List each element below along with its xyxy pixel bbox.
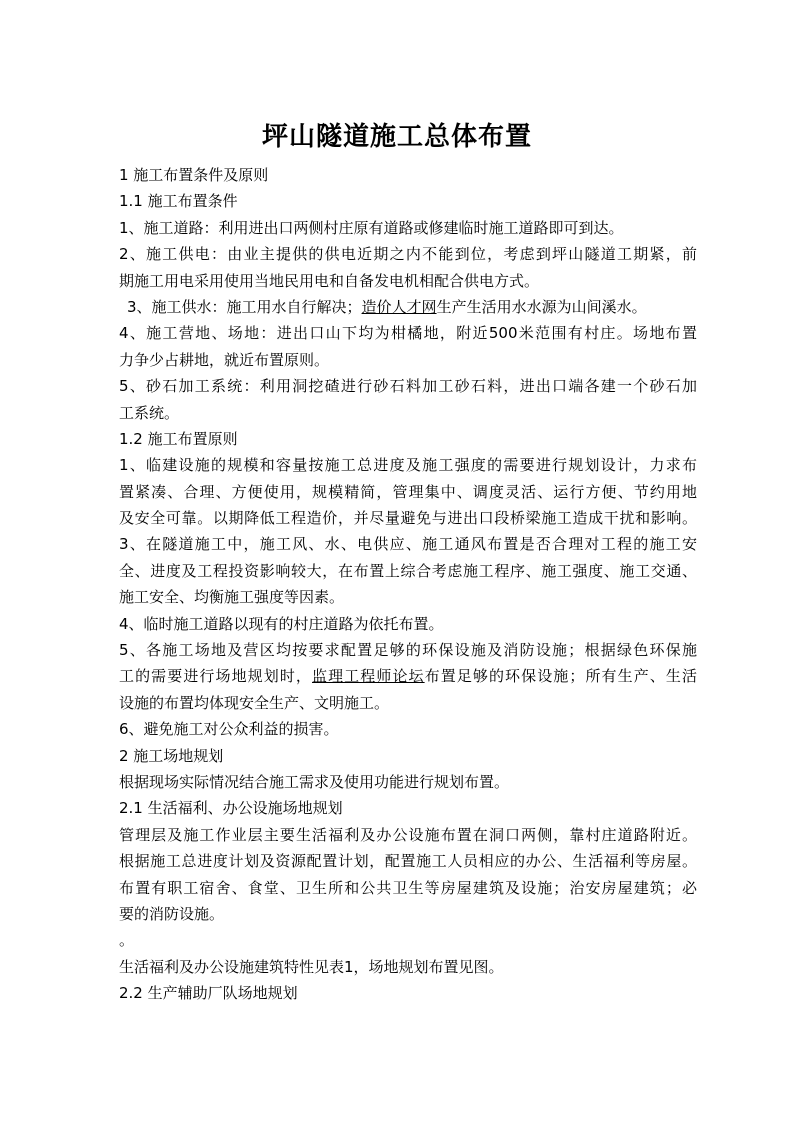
paragraph-line: 4、施工营地、场地：进出口山下均为柑橘地，附近500米范围有村庄。场地布置 [119,324,697,343]
paragraph-line: 全、进度及工程投资影响较大，在布置上综合考虑施工程序、施工强度、施工交通、 [119,561,697,580]
text-span: 布置足够的环保设施；所有生产、生活 [424,667,697,686]
paragraph-line: 设施的布置均体现安全生产、文明施工。 [119,693,390,712]
paragraph-line: 。 [119,931,135,950]
paragraph-line: 1、施工道路：利用进出口两侧村庄原有道路或修建临时施工道路即可到达。 [119,218,624,237]
paragraph-line: 生活福利及办公设施建筑特性见表1，场地规划布置见图。 [119,957,504,976]
paragraph-line: 1、临建设施的规模和容量按施工总进度及施工强度的需要进行规划设计，力求布 [119,456,697,475]
paragraph-line [119,294,697,320]
paragraph-line: 5、各施工场地及营区均按要求配置足够的环保设施及消防设施；根据绿色环保施 [119,641,697,660]
paragraph-line: 4、临时施工道路以现有的村庄道路为依托布置。 [119,614,444,633]
paragraph-line: 施工安全、均衡施工强度等因素。 [119,588,345,607]
page-title: 坪山隧道施工总体布置 [261,122,532,152]
paragraph-line: 5、砂石加工系统：利用洞挖碴进行砂石料加工砂石料，进出口端各建一个砂石加 [119,377,697,396]
paragraph-line: 根据现场实际情况结合施工需求及使用功能进行规划布置。 [119,772,510,791]
paragraph-line: 工系统。 [119,403,180,422]
paragraph-line: 6、避免施工对公众利益的损害。 [119,720,339,739]
subsection-heading: 1.1 施工布置条件 [119,192,238,211]
document-body [119,162,697,1007]
paragraph-line: 期施工用电采用使用当地民用电和自备发电机相配合供电方式。 [119,271,540,290]
text-span: 生产生活用水水源为山间溪水。 [436,297,647,316]
paragraph-line: 置紧凑、合理、方便使用，规模精简，管理集中、调度灵活、运行方便、节约用地 [119,482,697,501]
subsection-heading: 2.2 生产辅助厂队场地规划 [119,984,298,1003]
paragraph-line [119,663,697,689]
text-span: 工的需要进行场地规划时， [119,667,313,686]
subsection-heading: 1.2 施工布置原则 [119,429,238,448]
subsection-heading: 2.1 生活福利、办公设施场地规划 [119,799,343,818]
paragraph-line: 及安全可靠。以期降低工程造价，并尽量避免与进出口段桥梁施工造成干扰和影响。 [119,509,697,528]
paragraph-line: 力争少占耕地，就近布置原则。 [119,350,330,369]
inline-link[interactable]: 监理工程师论坛 [312,667,425,686]
section-heading: 1 施工布置条件及原则 [119,166,269,184]
text-span: 3、施工供水：施工用水自行解决； [127,297,362,316]
paragraph-line: 2、施工供电：由业主提供的供电近期之内不能到位，考虑到坪山隧道工期紧，前 [119,245,697,264]
section-heading: 2 施工场地规划 [119,746,224,765]
inline-link[interactable]: 造价人才网 [361,297,437,316]
paragraph-line: 布置有职工宿舍、食堂、卫生所和公共卫生等房屋建筑及设施；治安房屋建筑；必 [119,878,697,897]
paragraph-line: 根据施工总进度计划及资源配置计划，配置施工人员相应的办公、生活福利等房屋。 [119,852,697,871]
paragraph-line: 要的消防设施。 [119,904,225,923]
paragraph-line: 管理层及施工作业层主要生活福利及办公设施布置在洞口两侧，靠村庄道路附近。 [119,825,697,844]
paragraph-line: 3、在隧道施工中，施工风、水、电供应、施工通风布置是否合理对工程的施工安 [119,535,697,554]
